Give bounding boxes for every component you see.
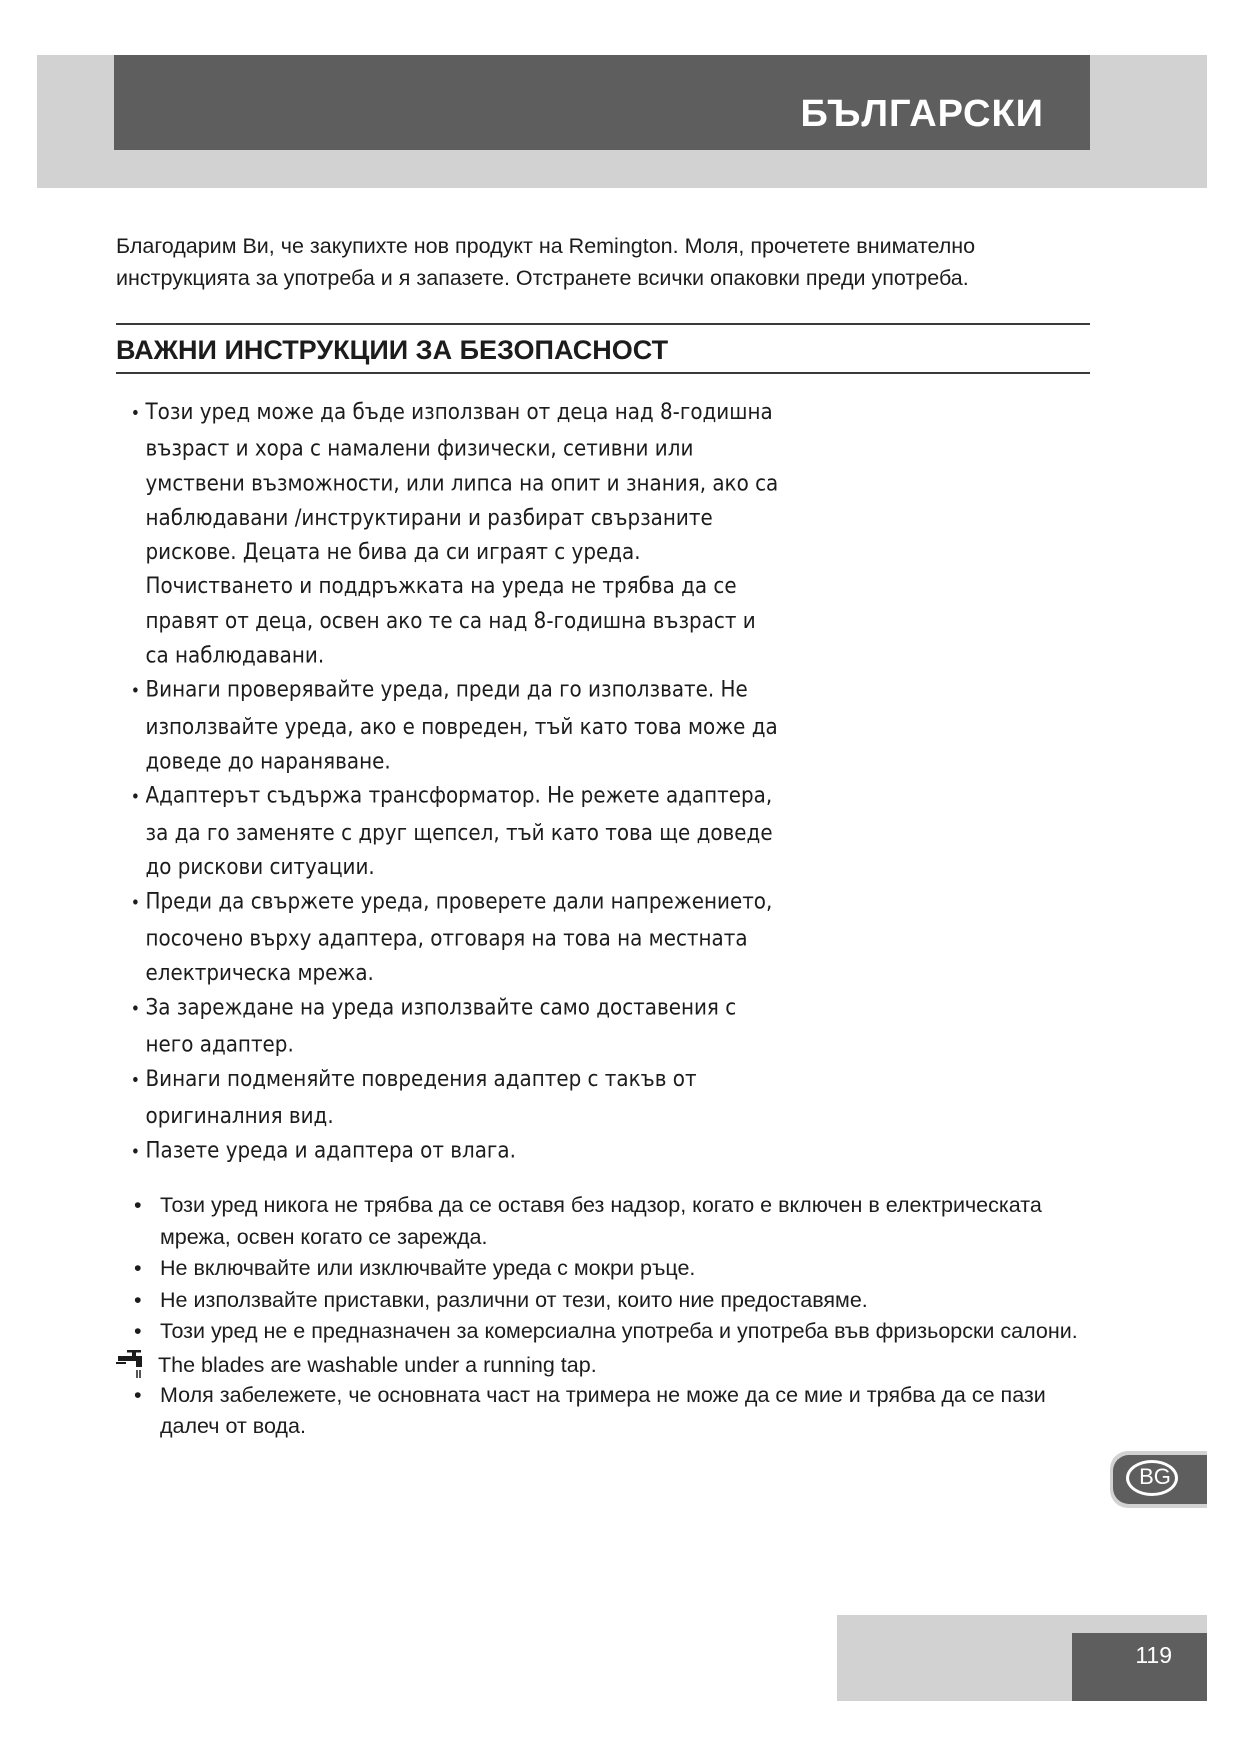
bullet: •: [130, 681, 141, 702]
list-item-text: Пазете уреда и адаптера от влага.: [145, 1136, 516, 1163]
language-badge: [1110, 1451, 1207, 1508]
list-item: [116, 1380, 1106, 1443]
intro-paragraph: Благодарим Ви, че закупихте нов продукт на Remington. Моля, прочетете внимателно инструкцията за употреба и я запазете. Отстранете всички опаковки преди употреба.: [116, 234, 976, 290]
safety-list-large: [116, 394, 783, 1170]
list-item: [116, 990, 783, 1061]
list-item-text: Този уред никога не трябва да се оставя без надзор, когато е включен в електрическата мрежа, освен когато се зарежда.: [160, 1193, 1042, 1249]
list-item-text: Винаги подменяйте повредения адаптер с такъв от оригиналния вид.: [145, 1065, 697, 1129]
list-item: [116, 1285, 1106, 1317]
language-badge-label: BG: [1139, 1464, 1171, 1489]
bullet: •: [130, 1070, 141, 1091]
section-rule-top: [116, 323, 1090, 325]
bullet: •: [130, 403, 141, 424]
list-item: [116, 884, 783, 990]
list-item: [116, 1133, 783, 1170]
bullet: •: [130, 893, 141, 914]
footer-bar: [1072, 1633, 1207, 1701]
bullet: •: [134, 1319, 142, 1343]
bullet: •: [130, 1141, 141, 1163]
tap-note-item: [116, 1348, 1106, 1380]
section-rule-bottom: [116, 372, 1090, 374]
list-item: [116, 672, 783, 778]
list-item-text: Винаги проверявайте уреда, преди да го използвате. Не използвайте уреда, ако е повреден, тъй като това може да доведе до нараняване.: [145, 675, 778, 774]
list-item-text: Моля забележете, че основната част на тримера не може да се мие и трябва да се пази далеч от вода.: [160, 1382, 1046, 1438]
safety-list-small: [116, 1190, 1106, 1443]
list-item-text: Адаптерът съдържа трансформатор. Не режете адаптера, за да го заменяте с друг щепсел, тъй като това ще доведе до рискови ситуации.: [145, 781, 773, 880]
list-item-text: Не използвайте приставки, различни от тези, които ние предоставяме.: [160, 1287, 868, 1312]
bullet: •: [134, 1382, 142, 1407]
list-item-text: Преди да свържете уреда, проверете дали напрежението, посочено върху адаптера, отговаря на това на местната електрическа мрежа.: [145, 887, 773, 986]
list-item-text: За зареждане на уреда използвайте само доставения с него адаптер.: [145, 993, 737, 1057]
list-item-text: Този уред може да бъде използван от деца над 8-годишна възраст и хора с намалени физически, сетивни или умствени възможности, или липса на опит и знания, ако са наблюдавани /инструктирани и разбират свързаните рискове. Децата не бива да си играят с уреда. Почистването и поддръжката на уреда не трябва да се правят от деца, освен ако те са над 8-годишна възраст и са наблюдавани.: [145, 398, 779, 668]
bullet: •: [134, 1193, 142, 1217]
list-item: [116, 394, 783, 672]
list-item: [116, 1190, 1106, 1253]
list-item: [116, 1316, 1106, 1348]
list-item-text: Не включвайте или изключвайте уреда с мокри ръце.: [160, 1256, 696, 1280]
tap-note-text: The blades are washable under a running tap.: [158, 1352, 597, 1377]
list-item: [116, 778, 783, 884]
list-item: [116, 1253, 1106, 1285]
language-title: БЪЛГАРСКИ: [800, 93, 1044, 135]
bullet: •: [134, 1287, 142, 1312]
page-number: 119: [1135, 1642, 1172, 1668]
bullet: •: [134, 1256, 142, 1280]
bullet: •: [130, 999, 141, 1020]
list-item-text: Този уред не е предназначен за комерсиална употреба и употреба във фризьорски салони.: [160, 1319, 1078, 1343]
language-badge-icon: [1126, 1460, 1178, 1496]
bullet: •: [130, 787, 141, 808]
safety-heading: ВАЖНИ ИНСТРУКЦИИ ЗА БЕЗОПАСНОСТ: [116, 335, 669, 365]
language-badge-inner: [1113, 1455, 1207, 1504]
header-bar: [114, 55, 1090, 150]
running-tap-icon: [116, 1350, 152, 1380]
list-item: [116, 1061, 783, 1132]
